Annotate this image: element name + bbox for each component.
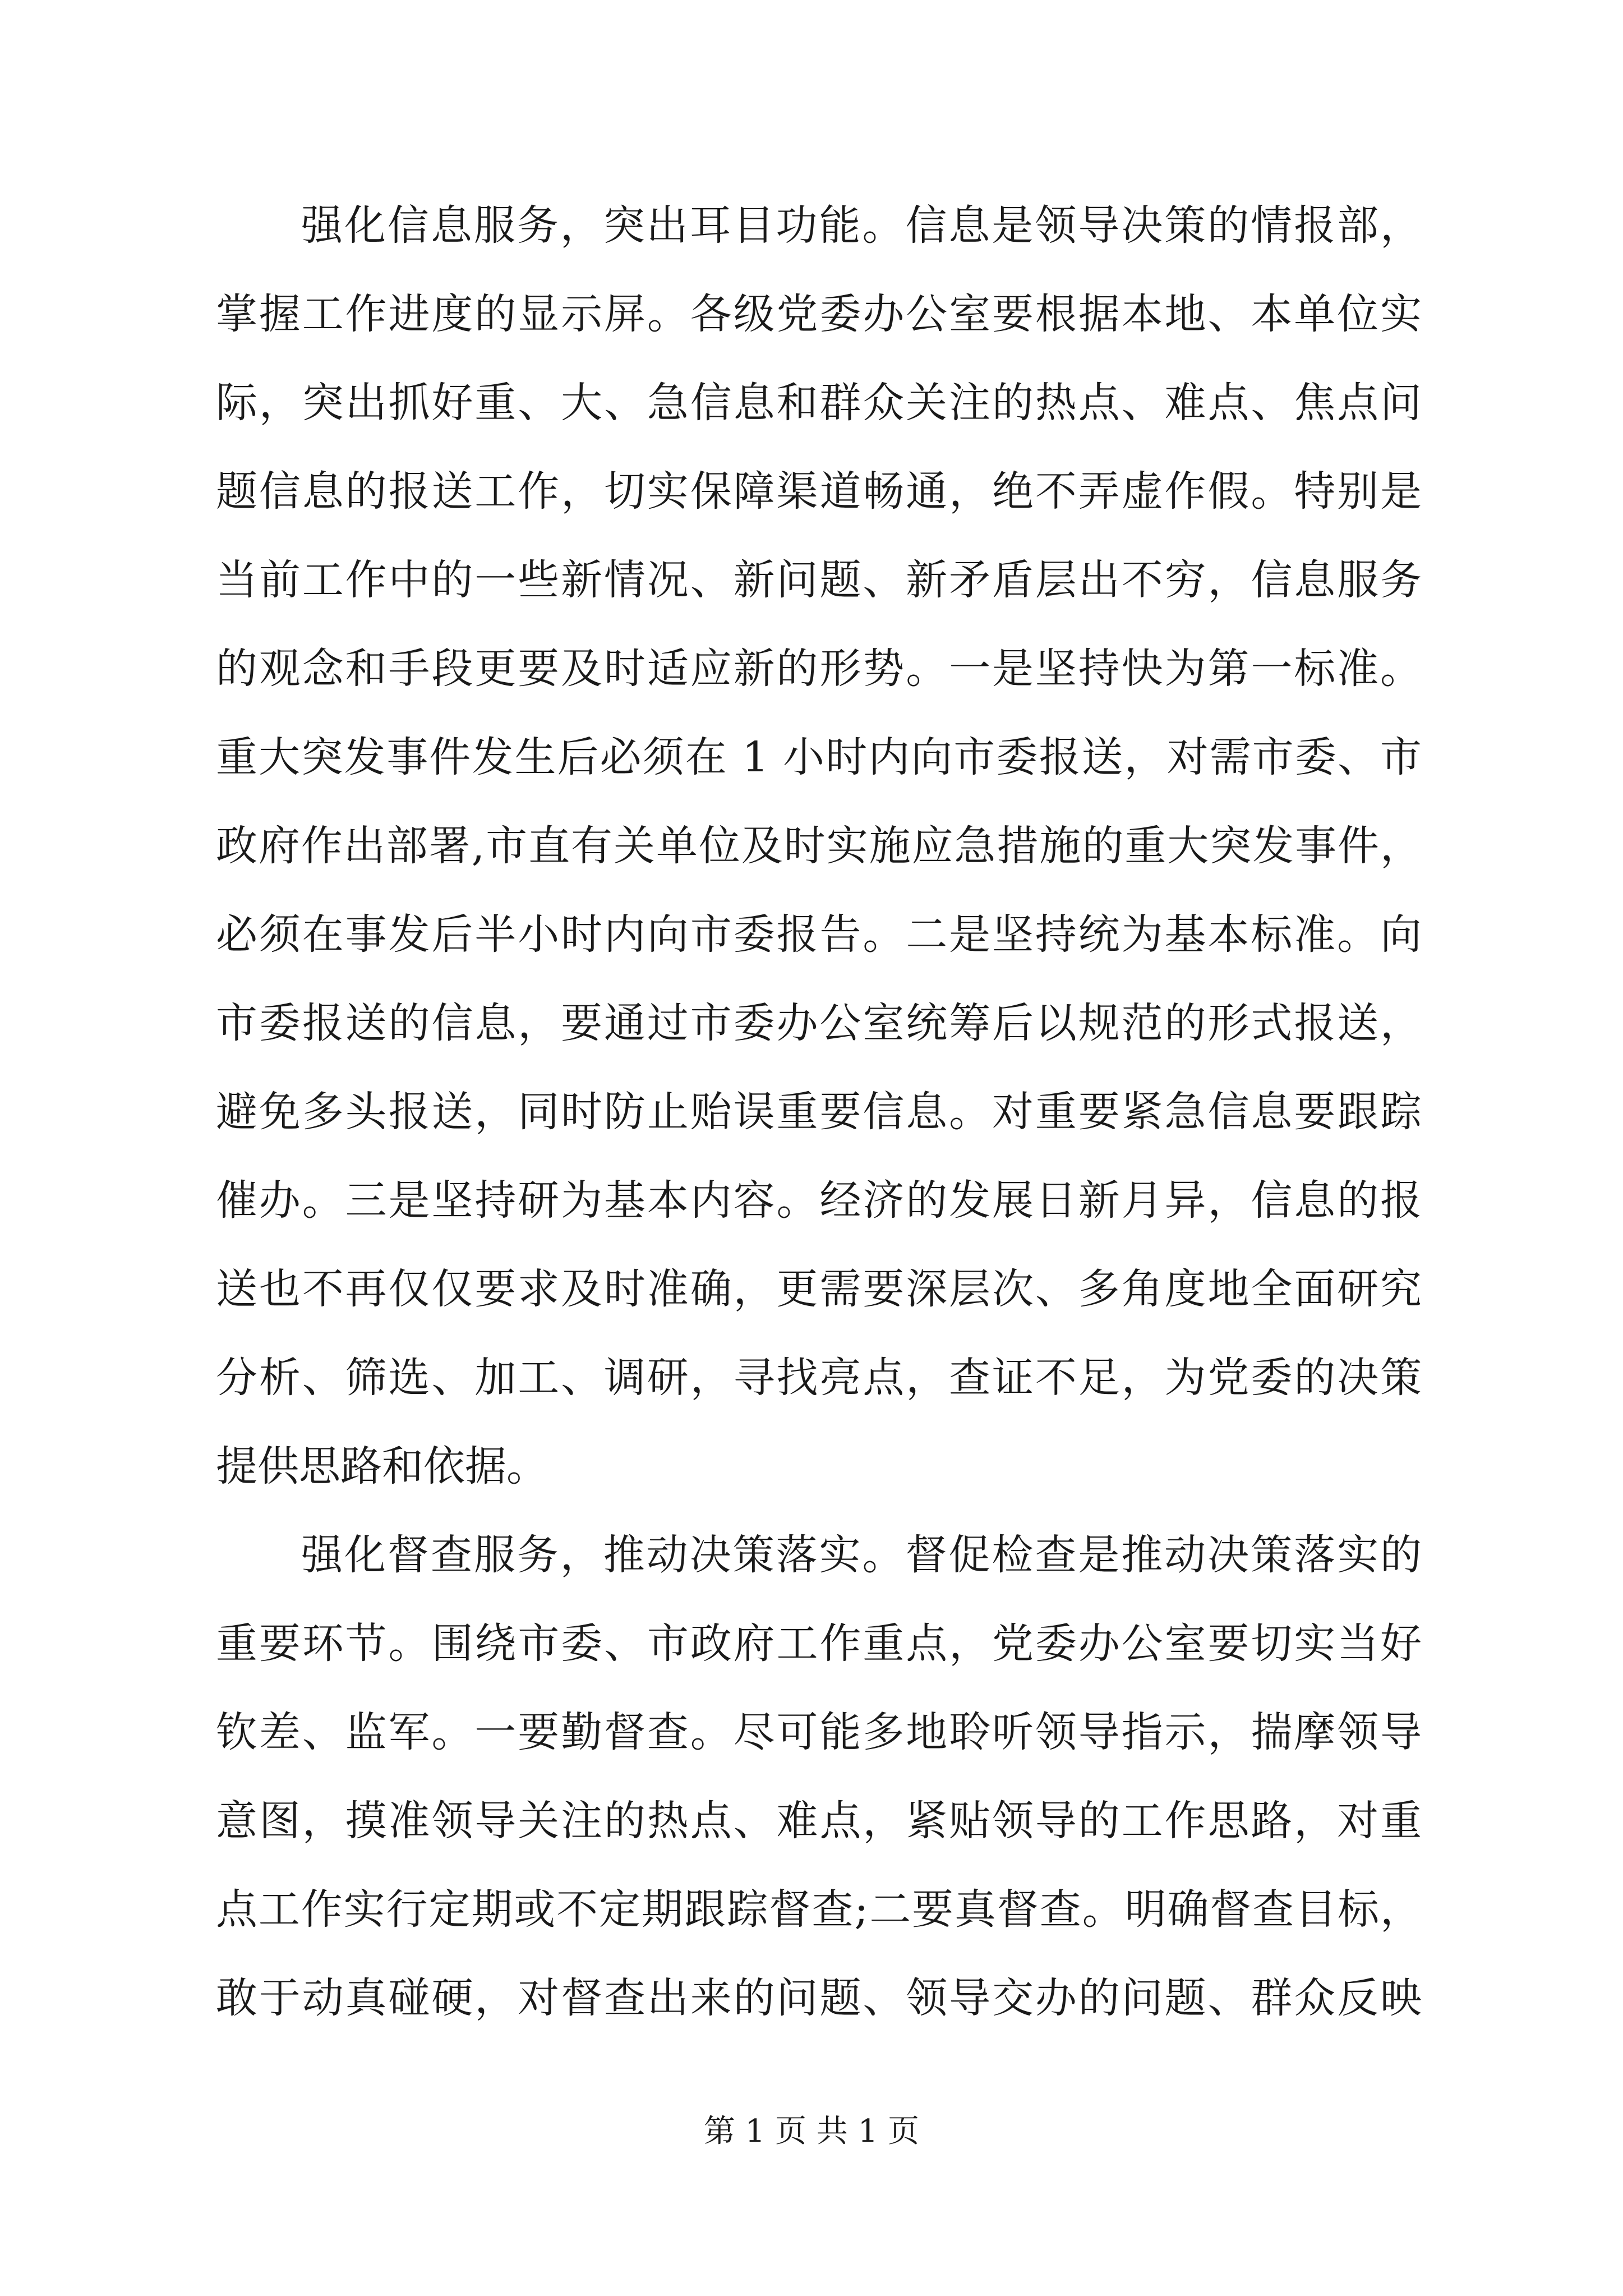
paragraph-2-line: 钦差、监军。一要勤督查。尽可能多地聆听领导指示，揣摩领导 — [216, 1708, 1422, 1756]
paragraph-1-line: 必须在事发后半小时内向市委报告。二是坚持统为基本标准。向 — [216, 910, 1422, 959]
paragraph-1-line: 题信息的报送工作，切实保障渠道畅通，绝不弄虚作假。特别是 — [216, 467, 1422, 516]
paragraph-1-line: 际，突出抓好重、大、急信息和群众关注的热点、难点、焦点问 — [216, 379, 1422, 427]
paragraph-2-line: 意图，摸准领导关注的热点、难点，紧贴领导的工作思路，对重 — [216, 1797, 1422, 1845]
paragraph-1-line: 重大突发事件发生后必须在 1 小时内向市委报送，对需市委、市 — [216, 733, 1422, 781]
paragraph-1-line: 提供思路和依据。 — [216, 1442, 548, 1490]
paragraph-2-line: 敢于动真碰硬，对督查出来的问题、领导交办的问题、群众反映 — [216, 1974, 1422, 2022]
paragraph-1-line: 掌握工作进度的显示屏。各级党委办公室要根据本地、本单位实 — [216, 290, 1422, 338]
paragraph-1-line: 强化信息服务，突出耳目功能。信息是领导决策的情报部， — [301, 201, 1422, 250]
page-footer: 第 1 页 共 1 页 — [703, 2113, 920, 2150]
paragraph-1-line: 政府作出部署,市直有关单位及时实施应急措施的重大突发事件， — [216, 822, 1422, 870]
paragraph-1-line: 的观念和手段更要及时适应新的形势。一是坚持快为第一标准。 — [216, 645, 1422, 693]
paragraph-1-line: 分析、筛选、加工、调研，寻找亮点，查证不足，为党委的决策 — [216, 1354, 1422, 1402]
paragraph-2-line: 点工作实行定期或不定期跟踪督查;二要真督查。明确督查目标， — [216, 1885, 1422, 1934]
paragraph-2-line: 重要环节。围绕市委、市政府工作重点，党委办公室要切实当好 — [216, 1619, 1422, 1668]
paragraph-2-line: 强化督查服务，推动决策落实。督促检查是推动决策落实的 — [301, 1531, 1422, 1579]
document-body — [216, 199, 1422, 2060]
paragraph-1-line: 避免多头报送，同时防止贻误重要信息。对重要紧急信息要跟踪 — [216, 1088, 1422, 1136]
paragraph-1-line: 当前工作中的一些新情况、新问题、新矛盾层出不穷，信息服务 — [216, 556, 1422, 604]
paragraph-1-line: 送也不再仅仅要求及时准确，更需要深层次、多角度地全面研究 — [216, 1265, 1422, 1313]
paragraph-1-line: 市委报送的信息，要通过市委办公室统筹后以规范的形式报送， — [216, 999, 1422, 1047]
paragraph-1-line: 催办。三是坚持研为基本内容。经济的发展日新月异，信息的报 — [216, 1176, 1422, 1225]
